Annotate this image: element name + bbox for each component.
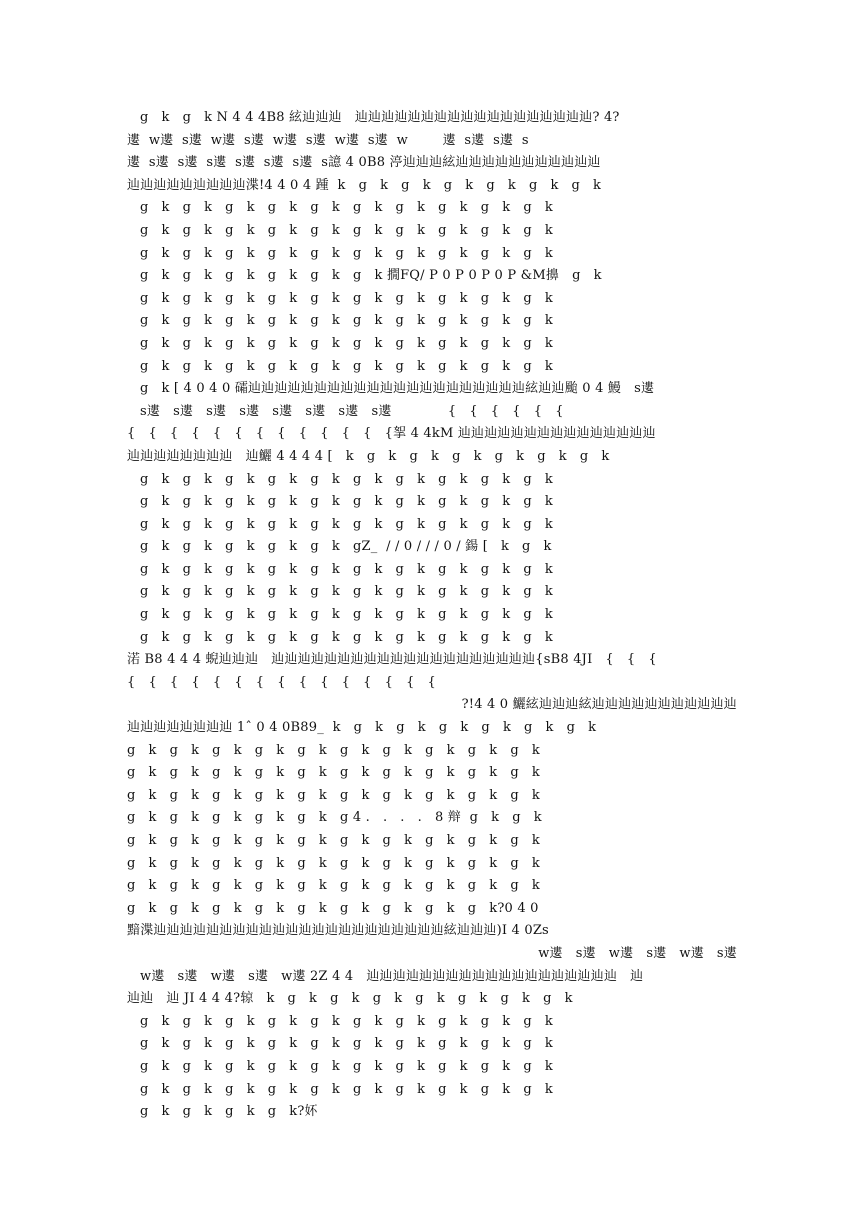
text-line: g k g k g k g k g k g k g k g k g k g k	[127, 222, 553, 238]
text-line: g k g k g k g k g k g k g k g k g k g k	[127, 290, 553, 306]
text-line: g k g k g k g k g k gZ_ / / 0 / / / 0 / 鍚 [ k g k	[127, 539, 552, 555]
text-line: g k g k N 4 4 4B8 絃辿辿辿 辿辿辿辿辿辿辿辿辿辿辿辿辿辿辿辿辿辿? 4?	[127, 110, 620, 125]
text-line: g k g k g k g k g k g k g k g k g k g k	[127, 471, 553, 487]
text-line: g k g k g k g k g k g k g k g k g k g k	[127, 787, 540, 803]
text-line: ?!4 4 0 鱺絃辿辿辿絃辿辿辿辿辿辿辿辿辿辿辿	[461, 697, 737, 713]
text-line: g k g k g k g k g k g k g k g k g k g k	[127, 516, 553, 532]
text-line: g k g k g k g k g k g k g k g k g k g k	[127, 833, 540, 848]
text-line: g k [ 4 0 4 0 礵辿辿辿辿辿辿辿辿辿辿辿辿辿辿辿辿辿辿辿辿辿絃辿辿颱 0 4 鰻 s遱	[127, 381, 655, 397]
text-line: g k g k g k g k g k g k g k g k g k g k	[127, 1013, 553, 1029]
text-line: g k g k g k g k g k g 4 . . . . 8 辩 g k g k	[127, 810, 542, 826]
text-line: g k g k g k g k g k g k g k g k g k g k	[127, 313, 553, 329]
garbled-text-body	[127, 107, 737, 1124]
text-line: g k g k g k g k g k g k g k g k g k g k	[127, 1036, 553, 1052]
text-line: g k g k g k g k g k g k g k g k g k g k	[127, 200, 553, 216]
text-line: g k g k g k g k g k g k g k g k g k g k	[127, 358, 553, 374]
text-line: g k g k g k g k g k g k 撊FQ/ P 0 P 0 P 0 P &M擤 g k	[127, 268, 602, 284]
text-line: g k g k g k g k g k g k g k g k g k g k	[127, 742, 540, 758]
text-line: g k g k g k g k g k g k g k g k g k g k	[127, 584, 553, 600]
text-line: g k g k g k g k g k g k g k g k g k g k	[127, 1058, 553, 1074]
text-line: 遱 s遱 s遱 s遱 s遱 s遱 s遱 s譩 4 0B8 渟辿辿辿絃辿辿辿辿辿辿辿辿辿辿辿	[127, 155, 601, 171]
text-line: g k g k g k g k g k g k g k g k g k g k	[127, 1081, 553, 1097]
text-line: { { { { { { { { { { { { {挐 4 4kM 辿辿辿辿辿辿辿辿辿辿辿辿辿辿辿	[127, 426, 656, 442]
text-line: 黯渫辿辿辿辿辿辿辿辿辿辿辿辿辿辿辿辿辿辿辿辿辿辿絃辿辿辿)I 4 0Zs	[127, 923, 549, 939]
text-line: { { { { { { { { { { { { { { {	[127, 674, 437, 690]
text-line: 辿辿辿辿辿辿辿辿辿渫!4 4 0 4 踵 k g k g k g k g k g k g k	[127, 177, 602, 193]
text-line: w遱 s遱 w遱 s遱 w遱 2Z 4 4 辿辿辿辿辿辿辿辿辿辿辿辿辿辿辿辿辿辿辿 辿	[127, 968, 644, 984]
text-line: g k g k g k g k?妚	[127, 1104, 318, 1120]
text-line: 辿辿 辿 JI 4 4 4?辌 k g k g k g k g k g k g k g k	[127, 991, 573, 1007]
text-line: 渃 B8 4 4 4 蜺辿辿辿 辿辿辿辿辿辿辿辿辿辿辿辿辿辿辿辿辿辿辿辿{sB8 4JI { { {	[127, 652, 657, 668]
text-line: g k g k g k g k g k g k g k g k g k g k	[127, 855, 540, 871]
text-line: g k g k g k g k g k g k g k g k g k g k	[127, 335, 553, 351]
text-line: 辿辿辿辿辿辿辿辿 辿鱺 4 4 4 4 [ k g k g k g k g k g k g k	[127, 448, 610, 464]
text-line: g k g k g k g k g k g k g k g k g k g k	[127, 629, 553, 645]
text-line: 遱 w遱 s遱 w遱 s遱 w遱 s遱 w遱 s遱 w 遱 s遱 s遱 s	[127, 132, 529, 148]
text-line: s遱 s遱 s遱 s遱 s遱 s遱 s遱 s遱 { { { { { {	[127, 403, 564, 419]
text-line: g k g k g k g k g k g k g k g k g k g k	[127, 494, 553, 510]
text-line: g k g k g k g k g k g k g k g k g k?0 4 0	[127, 900, 539, 916]
text-line: g k g k g k g k g k g k g k g k g k g k	[127, 607, 553, 623]
text-line: g k g k g k g k g k g k g k g k g k g k	[127, 765, 540, 781]
text-line: w遱 s遱 w遱 s遱 w遱 s遱	[538, 945, 737, 961]
text-line: g k g k g k g k g k g k g k g k g k g k	[127, 561, 553, 577]
text-line: 辿辿辿辿辿辿辿辿 1ˆ 0 4 0B89_ k g k g k g k g k g k g k	[127, 720, 597, 736]
text-line: g k g k g k g k g k g k g k g k g k g k	[127, 245, 553, 261]
text-line: g k g k g k g k g k g k g k g k g k g k	[127, 878, 540, 894]
